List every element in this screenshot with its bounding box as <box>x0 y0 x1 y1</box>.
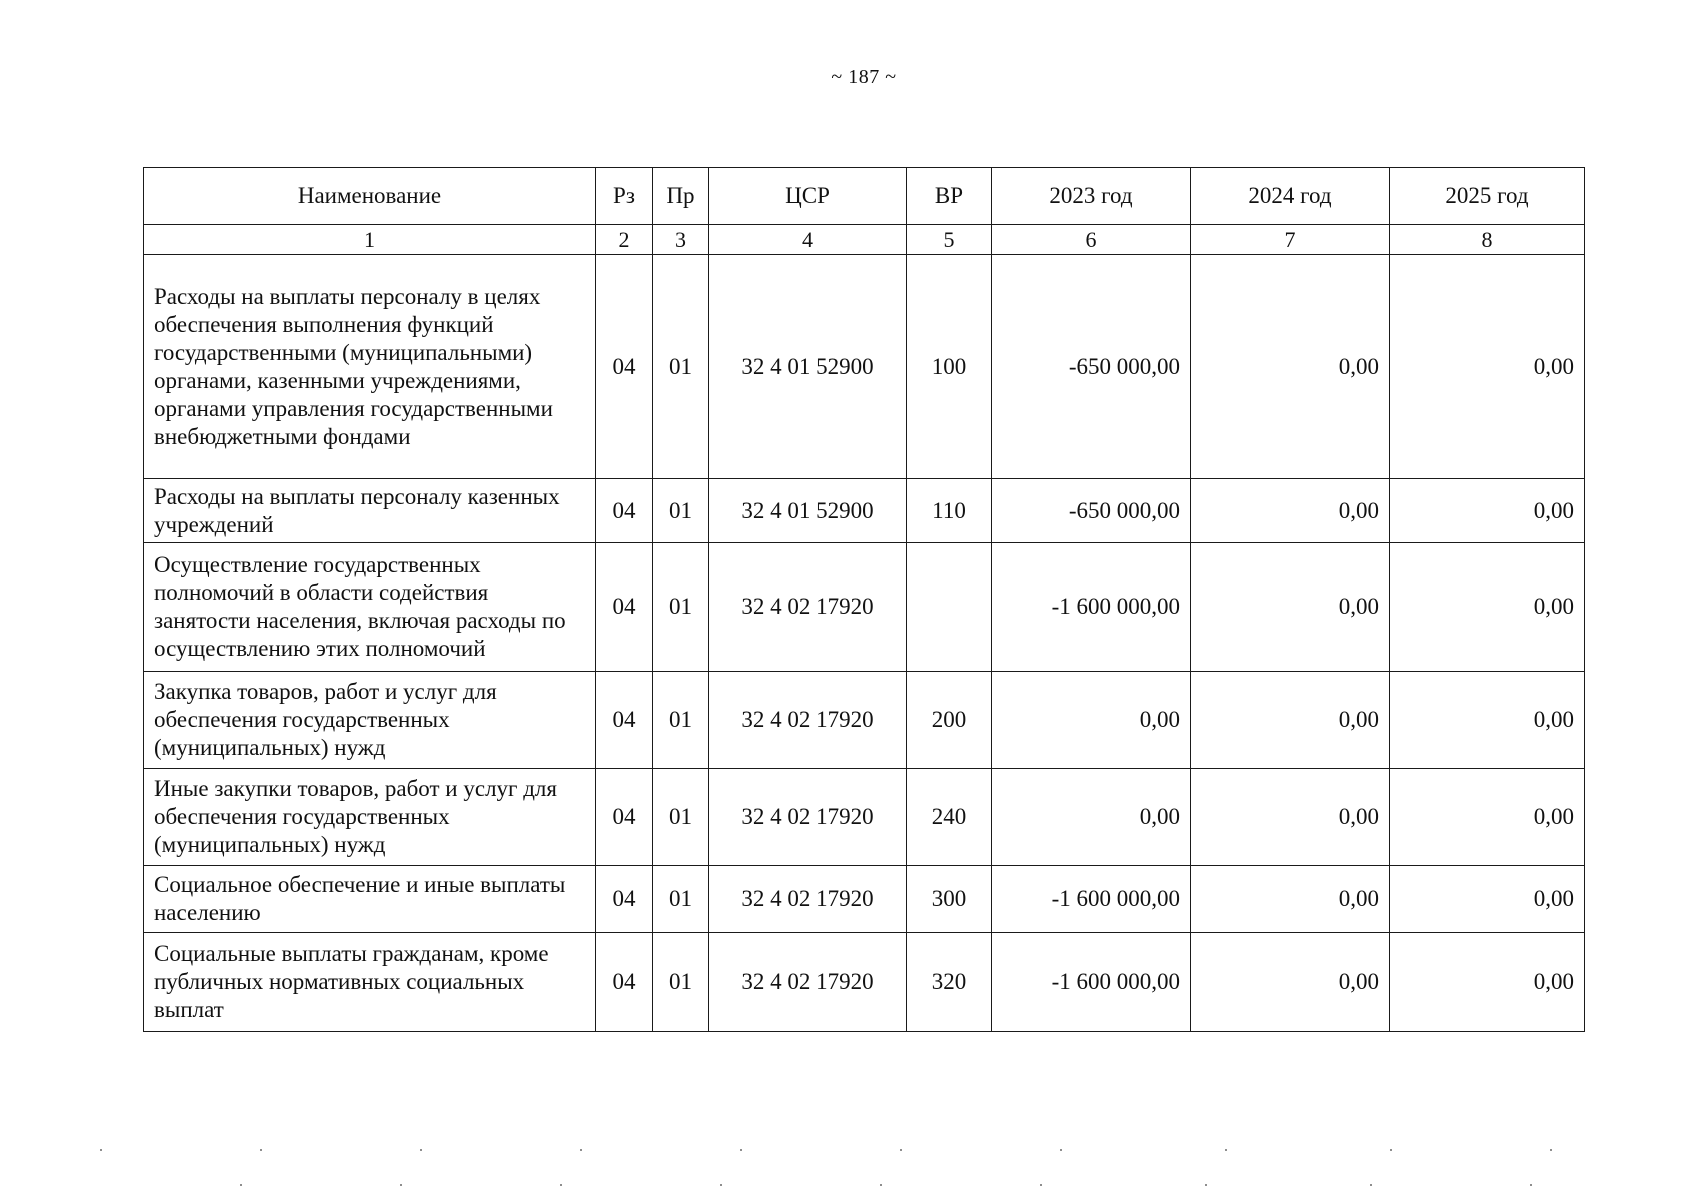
row-name: Иные закупки товаров, работ и услуг для обеспечения государственных (муниципальных) нужд <box>144 769 596 866</box>
row-rz: 04 <box>596 543 653 672</box>
scan-artifact <box>740 1149 742 1151</box>
table-row <box>144 479 1585 543</box>
row-2023: -1 600 000,00 <box>992 866 1191 933</box>
row-name: Закупка товаров, работ и услуг для обеспечения государственных (муниципальных) нужд <box>144 672 596 769</box>
row-name: Осуществление государственных полномочий в области содействия занятости населения, включая расходы по осуществлению этих полномочий <box>144 543 596 672</box>
row-2025: 0,00 <box>1390 866 1585 933</box>
row-name: Расходы на выплаты персоналу в целях обеспечения выполнения функций государственными (муниципальными) органами, казенными учреждениями, органами управления государственными внебюджетными фондами <box>144 255 596 479</box>
scan-artifact <box>1550 1149 1552 1151</box>
scan-artifact <box>400 1184 402 1186</box>
scan-artifact <box>240 1184 242 1186</box>
header-name: Наименование <box>144 168 596 225</box>
scan-artifact <box>420 1149 422 1151</box>
row-vr: 110 <box>907 479 992 543</box>
row-vr: 100 <box>907 255 992 479</box>
row-vr: 240 <box>907 769 992 866</box>
row-2023: -650 000,00 <box>992 479 1191 543</box>
header-2023: 2023 год <box>992 168 1191 225</box>
row-name: Социальные выплаты гражданам, кроме публичных нормативных социальных выплат <box>144 933 596 1032</box>
column-number: 4 <box>709 225 907 255</box>
scan-artifact <box>560 1184 562 1186</box>
row-rz: 04 <box>596 672 653 769</box>
row-pr: 01 <box>653 933 709 1032</box>
header-rz: Рз <box>596 168 653 225</box>
row-2023: -1 600 000,00 <box>992 933 1191 1032</box>
row-pr: 01 <box>653 543 709 672</box>
column-number: 3 <box>653 225 709 255</box>
column-number: 1 <box>144 225 596 255</box>
scan-artifact <box>900 1149 902 1151</box>
column-number: 8 <box>1390 225 1585 255</box>
row-2024: 0,00 <box>1191 933 1390 1032</box>
scan-artifact <box>880 1184 882 1186</box>
row-rz: 04 <box>596 866 653 933</box>
row-vr <box>907 543 992 672</box>
scan-artifact <box>1205 1184 1207 1186</box>
row-rz: 04 <box>596 933 653 1032</box>
row-rz: 04 <box>596 479 653 543</box>
column-number: 7 <box>1191 225 1390 255</box>
scan-artifact <box>1040 1184 1042 1186</box>
row-2024: 0,00 <box>1191 479 1390 543</box>
column-number: 2 <box>596 225 653 255</box>
row-2024: 0,00 <box>1191 543 1390 672</box>
row-csr: 32 4 02 17920 <box>709 769 907 866</box>
row-2024: 0,00 <box>1191 672 1390 769</box>
row-2025: 0,00 <box>1390 933 1585 1032</box>
table-row <box>144 255 1585 479</box>
row-rz: 04 <box>596 769 653 866</box>
row-2024: 0,00 <box>1191 769 1390 866</box>
row-csr: 32 4 02 17920 <box>709 933 907 1032</box>
header-vr: ВР <box>907 168 992 225</box>
scan-artifact <box>1060 1149 1062 1151</box>
row-csr: 32 4 02 17920 <box>709 866 907 933</box>
row-2024: 0,00 <box>1191 866 1390 933</box>
row-pr: 01 <box>653 255 709 479</box>
table-row <box>144 933 1585 1032</box>
header-pr: Пр <box>653 168 709 225</box>
row-2025: 0,00 <box>1390 479 1585 543</box>
row-2023: -650 000,00 <box>992 255 1191 479</box>
row-pr: 01 <box>653 866 709 933</box>
row-csr: 32 4 01 52900 <box>709 479 907 543</box>
row-pr: 01 <box>653 479 709 543</box>
page-number: ~ 187 ~ <box>831 66 897 88</box>
table-row <box>144 543 1585 672</box>
row-pr: 01 <box>653 672 709 769</box>
row-2025: 0,00 <box>1390 255 1585 479</box>
row-2025: 0,00 <box>1390 769 1585 866</box>
row-2023: 0,00 <box>992 769 1191 866</box>
row-name: Социальное обеспечение и иные выплаты населению <box>144 866 596 933</box>
header-2025: 2025 год <box>1390 168 1585 225</box>
scan-artifact <box>260 1149 262 1151</box>
row-pr: 01 <box>653 769 709 866</box>
row-csr: 32 4 01 52900 <box>709 255 907 479</box>
table-header-row <box>144 168 1585 225</box>
row-2025: 0,00 <box>1390 543 1585 672</box>
column-number: 5 <box>907 225 992 255</box>
row-csr: 32 4 02 17920 <box>709 672 907 769</box>
table-row <box>144 769 1585 866</box>
scan-artifact <box>100 1149 102 1151</box>
header-csr: ЦСР <box>709 168 907 225</box>
column-number-row <box>144 225 1585 255</box>
row-name: Расходы на выплаты персоналу казенных учреждений <box>144 479 596 543</box>
row-2025: 0,00 <box>1390 672 1585 769</box>
table-row <box>144 866 1585 933</box>
scan-artifact <box>580 1149 582 1151</box>
table-row <box>144 672 1585 769</box>
row-2024: 0,00 <box>1191 255 1390 479</box>
row-2023: 0,00 <box>992 672 1191 769</box>
column-number: 6 <box>992 225 1191 255</box>
row-vr: 300 <box>907 866 992 933</box>
scan-artifact <box>1370 1184 1372 1186</box>
row-2023: -1 600 000,00 <box>992 543 1191 672</box>
scan-artifact <box>720 1184 722 1186</box>
budget-table <box>143 167 1585 1032</box>
scan-artifact <box>1390 1149 1392 1151</box>
row-vr: 200 <box>907 672 992 769</box>
header-2024: 2024 год <box>1191 168 1390 225</box>
row-csr: 32 4 02 17920 <box>709 543 907 672</box>
scan-artifact <box>1225 1149 1227 1151</box>
row-vr: 320 <box>907 933 992 1032</box>
row-rz: 04 <box>596 255 653 479</box>
scan-artifact <box>1530 1184 1532 1186</box>
